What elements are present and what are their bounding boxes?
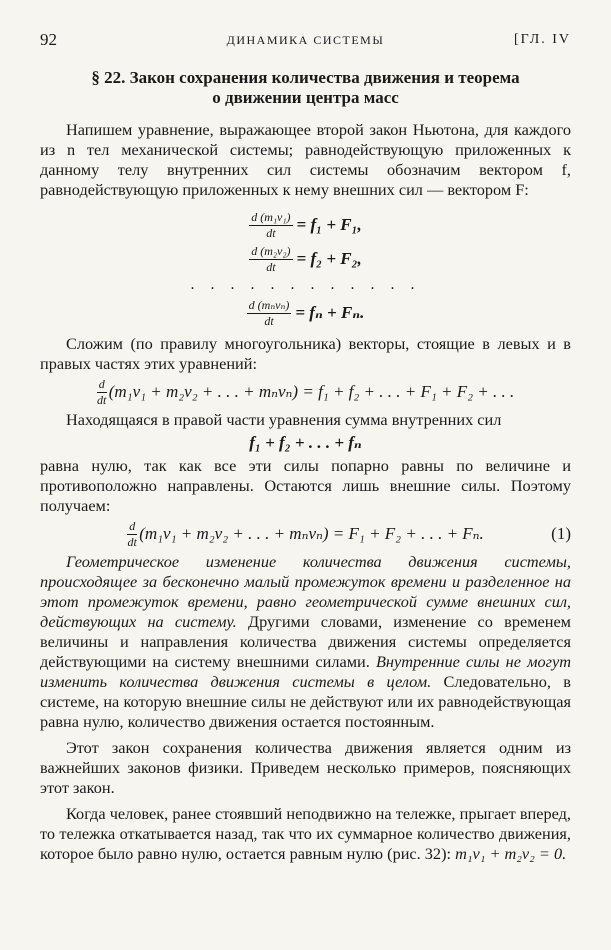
- fraction-numerator: d (m₁v₁): [251, 209, 291, 224]
- running-header: [40, 30, 571, 54]
- fraction-denominator: dt: [266, 259, 276, 274]
- equation-internal-forces: f₁ + f₂ + . . . + fₙ: [249, 433, 362, 452]
- fraction-numerator: d: [129, 518, 136, 533]
- equation-number: (1): [551, 524, 571, 543]
- paragraph-2: Сложим (по правилу многоугольника) векторы, стоящие в левых и в правых частях этих уравнений:: [40, 334, 571, 373]
- momentum-formula: m₁v₁ + m₂v₂ = 0.: [451, 844, 567, 863]
- paragraph-4: равна нулю, так как все эти силы попарно равны по величине и противоположно направлены. Остаются лишь внешние силы. Поэтому получаем:: [40, 456, 571, 515]
- paragraph-5-text-1: Другими словами, изменение со временем величины и направления количества движения системы определяется действующими на систему внешними силами.: [40, 612, 571, 671]
- fraction: [249, 245, 292, 274]
- fraction-denominator: dt: [266, 225, 276, 240]
- fraction: [127, 520, 137, 549]
- section-title-line1: § 22. Закон сохранения количества движения и теорема: [91, 68, 520, 87]
- fraction: [249, 211, 292, 240]
- paragraph-7: [40, 804, 571, 864]
- equation-n: [247, 296, 365, 330]
- fraction-denominator: dt: [97, 392, 107, 407]
- equation-rhs: = f₂ + F₂,: [296, 249, 362, 268]
- equation-sum-body: (m₁v₁ + m₂v₂ + . . . + mₙvₙ) = f₁ + f₂ + . . . + F₁ + F₂ + . . .: [108, 382, 515, 401]
- equation-rhs: = f₁ + F₁,: [296, 215, 362, 234]
- fraction: [247, 299, 292, 328]
- fraction-numerator: d: [98, 376, 105, 391]
- equation-sum: [40, 374, 571, 410]
- page-number: 92: [40, 30, 57, 49]
- paragraph-5-text-2: Следовательно, в системе, на которую внешние силы не действуют или их равнодействующая равна нулю, количество движения остается постоянным.: [40, 672, 571, 731]
- section-title-line2: о движении центра масс: [212, 88, 399, 107]
- fraction: [97, 378, 107, 407]
- book-page: [40, 30, 571, 864]
- fraction-numerator: d (m₂v₂): [251, 243, 291, 258]
- equation-system: [40, 208, 571, 330]
- equation-final: [40, 516, 571, 552]
- paragraph-6: Этот закон сохранения количества движения является одним из важнейших законов физики. Приведем несколько примеров, поясняющих этот закон.: [40, 738, 571, 797]
- equation-2: [249, 242, 362, 276]
- equation-rhs: = fₙ + Fₙ.: [295, 303, 365, 322]
- chapter-label: [ГЛ. IV: [514, 32, 571, 47]
- equation-final-body: (m₁v₁ + m₂v₂ + . . . + mₙvₙ) = F₁ + F₂ + . . . + Fₙ.: [139, 524, 484, 543]
- paragraph-1: Напишем уравнение, выражающее второй закон Ньютона, для каждого из n тел механической системы; равнодействующую приложенных к данному телу внутренних сил системы обозначим вектором f, равнодействующую приложенных к нему внешних сил — вектором F:: [40, 120, 571, 199]
- fraction-denominator: dt: [264, 313, 274, 328]
- section-title: [40, 68, 571, 108]
- theorem-statement: Геометрическое изменение количества движения системы, происходящее за бесконечно малый промежуток времени и разделенное на этот промежуток времени, равно геометрической сумме внешних сил, действующих на систему.: [40, 552, 571, 631]
- paragraph-7-text: Когда человек, ранее стоявший неподвижно на тележке, прыгает вперед, то тележка откатывается назад, так что их суммарное количество движения, которое было равно нулю, остается равным нулю (рис. 32):: [40, 804, 571, 863]
- ellipsis-row: . . . . . . . . . . . .: [190, 276, 421, 293]
- paragraph-3: Находящаяся в правой части уравнения сумма внутренних сил: [66, 410, 502, 429]
- internal-forces-statement: Внутренние силы не могут изменить количества движения системы в целом.: [40, 652, 571, 691]
- paragraph-5: [40, 552, 571, 732]
- equation-1: [249, 208, 362, 242]
- running-title: ДИНАМИКА СИСТЕМЫ: [226, 33, 385, 47]
- fraction-denominator: dt: [127, 534, 137, 549]
- fraction-numerator: d (mₙvₙ): [248, 297, 290, 312]
